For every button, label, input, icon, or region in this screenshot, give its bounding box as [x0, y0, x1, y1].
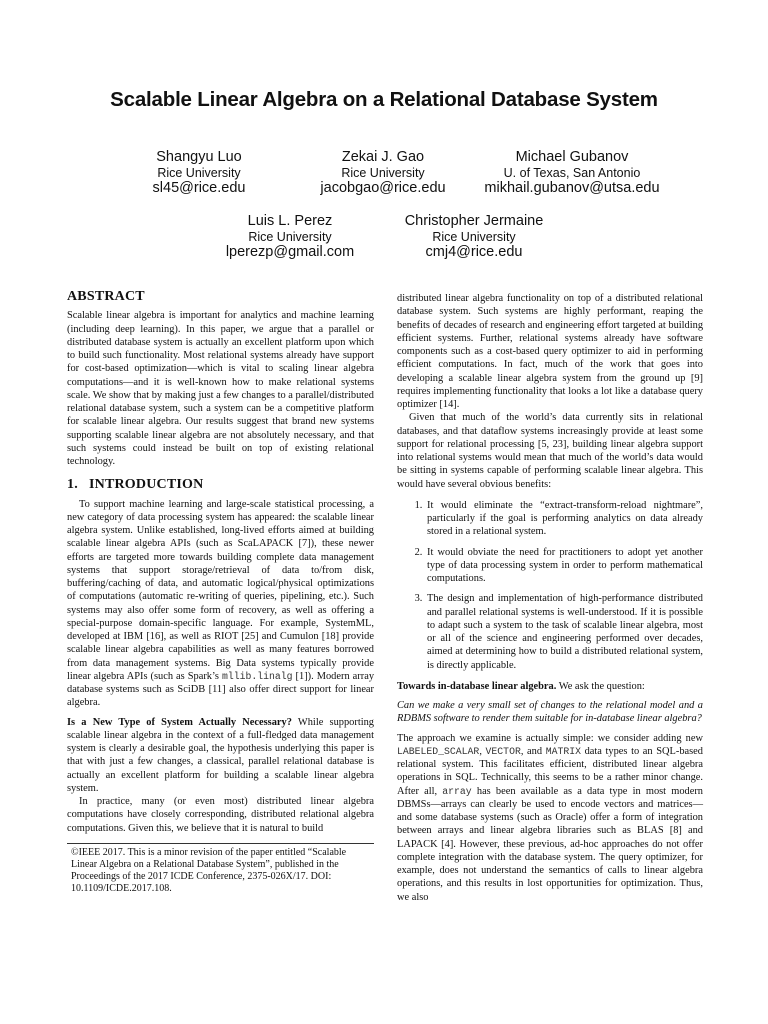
- author-email: jacobgao@rice.edu: [320, 180, 446, 196]
- author-block: [359, 213, 589, 261]
- list-item: 2. It would obviate the need for practitioners to adopt yet another type of data processing system in order to perform mathematical computations.: [425, 546, 703, 586]
- right-column: [397, 292, 703, 904]
- code-span: LABELED_SCALAR: [397, 745, 480, 757]
- body-paragraph: The approach we examine is actually simple: we consider adding new LABELED_SCALAR, VECTOR, and MATRIX data types to an SQL-based relational system. This facilitates efficient, distributed linear algebra operations in SQL. Technically, this seems to be a rather minor change. After all, array has been available as a data type in most modern DBMSs—arrays can clearly be used to encode vectors and matrices—and some database systems (such as Oracle) offer a form of integration between arrays and linear algebra libraries such as BLAS [8] and LAPACK [4]. However, these previous, ad-hoc approaches do not offer complete integration with the database system. The query optimizer, for example, does not understand the semantics of calls to linear algebra operations, and this results in lost opportunities for optimization. Thus, we also: [397, 732, 703, 903]
- intro-paragraph: In practice, many (or even most) distributed linear algebra computations have closely corresponding, distributed relational algebra computations. Given this, we believe that it is natural to build: [67, 796, 374, 834]
- code-span: MATRIX: [545, 745, 581, 757]
- abstract-heading: ABSTRACT: [67, 289, 145, 304]
- author-affiliation: Rice University: [432, 230, 516, 244]
- research-question: Can we make a very small set of changes to the relational model and a RDBMS software to render them suitable for in-database linear algebra?: [397, 700, 703, 725]
- code-span: array: [442, 785, 472, 797]
- intro-heading: 1. INTRODUCTION: [67, 477, 204, 493]
- author-email: cmj4@rice.edu: [425, 244, 523, 260]
- intro-paragraph: To support machine learning and large-scale statistical processing, a new category of data processing system has appeared: the scalable linear algebra system. Unlike established, long-lived efforts aimed at building scalable linear algebra APIs (such as ScaLAPACK [7]), these newer efforts are targeted more towards building complete data management systems that support storage/retrieval of data to/from disk, buffering/caching of data, and automatic logical/physical optimizations of computations (automatic re-writing of queries, pipelining, etc.). Such systems may also offer some form of recovery, as well as offering a special-purpose domain-specific language. For example, SystemML, developed at IBM [16], as well as RIOT [25] and Cumulon [18] provide scalable linear algebra capabilities as well as many features borrowed from data management systems. Big Data systems typically provide linear algebra APIs (such as Spark’s mllib.linalg [1]). Modern array database systems such as SciDB [11] also offer direct support for linear algebra.: [67, 498, 375, 709]
- author-name: Zekai J. Gao: [341, 149, 425, 165]
- left-column: [67, 290, 374, 896]
- author-block: [457, 149, 687, 197]
- copyright-footnote: ©IEEE 2017. This is a minor revision of the paper entitled “Scalable Linear Algebra on a Relational Database System”, published in the Proceedings of the 2017 ICDE Conference, 2375-026X/17. DOI: 10.1109/ICDE.2017.108.: [67, 843, 374, 896]
- body-paragraph: distributed linear algebra functionality on top of a distributed relational database system. Such systems are highly performant, reaping the benefits of decades of research and engineering effort targeted at building efficient systems. Further, relational systems already have software components such as a cost-based query optimizer to aid in performing efficient computations. In fact, much of the work that goes into developing a scalable linear algebra system from the ground up [9] requires implementing functionality that looks a lot like a database query optimizer [14].: [397, 293, 704, 410]
- abstract-text: Scalable linear algebra is important for analytics and machine learning (including deep learning). In this paper, we argue that a parallel or distributed database system is actually an excellent platform upon which to build such functionality. Most relational systems already have support for cost-based optimization—which is vital to scaling linear algebra computations—and it is well-known how to make relational systems scale. We show that by making just a few changes to a parallel/distributed relational database system, such a system can be a competitive platform for scalable linear algebra. Our results suggest that brand new systems supporting scalable linear algebra are not absolutely necessary, and that such systems could instead be built on top of existing relational technology.: [67, 310, 374, 467]
- code-span: VECTOR: [485, 745, 521, 757]
- intro-paragraph-necessity: Is a New Type of System Actually Necessary? While supporting scalable linear algebra in the context of a full-fledged data management system is clearly a desirable goal, the hypothesis underlying this paper is that with just a few changes, a classical, parallel relational database is actually an excellent platform for building a scalable linear algebra system.: [67, 716, 374, 794]
- author-affiliation: Rice University: [157, 166, 241, 180]
- author-email: mikhail.gubanov@utsa.edu: [484, 180, 660, 196]
- author-affiliation: Rice University: [341, 166, 425, 180]
- list-item: 3. The design and implementation of high-performance distributed and parallel relational systems is well-understood. If it is possible to adapt such a system to the task of scalable linear algebra, most or all of the science and engineering performed over decades, aimed at determining how to build a distributed relational system, is directly applicable.: [425, 592, 703, 672]
- runin-heading: Is a New Type of System Actually Necessary?: [67, 716, 292, 728]
- list-item: 1. It would eliminate the “extract-transform-reload nightmare”, particularly if the goal is performing analytics on data already stored in a relational system.: [425, 499, 703, 539]
- author-name: Christopher Jermaine: [404, 213, 544, 229]
- paper-title: Scalable Linear Algebra on a Relational Database System: [110, 88, 658, 111]
- author-name: Michael Gubanov: [515, 149, 629, 165]
- towards-paragraph: Towards in-database linear algebra. We ask the question:: [397, 680, 645, 692]
- body-paragraph: Given that much of the world’s data currently sits in relational databases, and that dataflow systems increasingly provide at least some support for relational processing [5, 23], building linear algebra support into relational systems would mean that much of the world’s data would be sitting in systems capable of performing scalable linear algebra. This would have several obvious benefits:: [397, 412, 703, 490]
- author-name: Luis L. Perez: [247, 213, 333, 229]
- runin-heading: Towards in-database linear algebra.: [397, 680, 557, 692]
- author-affiliation: U. of Texas, San Antonio: [503, 166, 641, 180]
- author-email: lperezp@gmail.com: [225, 244, 355, 260]
- author-affiliation: Rice University: [248, 230, 332, 244]
- author-name: Shangyu Luo: [156, 149, 242, 165]
- benefits-list: [397, 499, 703, 672]
- code-span: mllib.linalg: [221, 670, 293, 682]
- author-email: sl45@rice.edu: [152, 180, 246, 196]
